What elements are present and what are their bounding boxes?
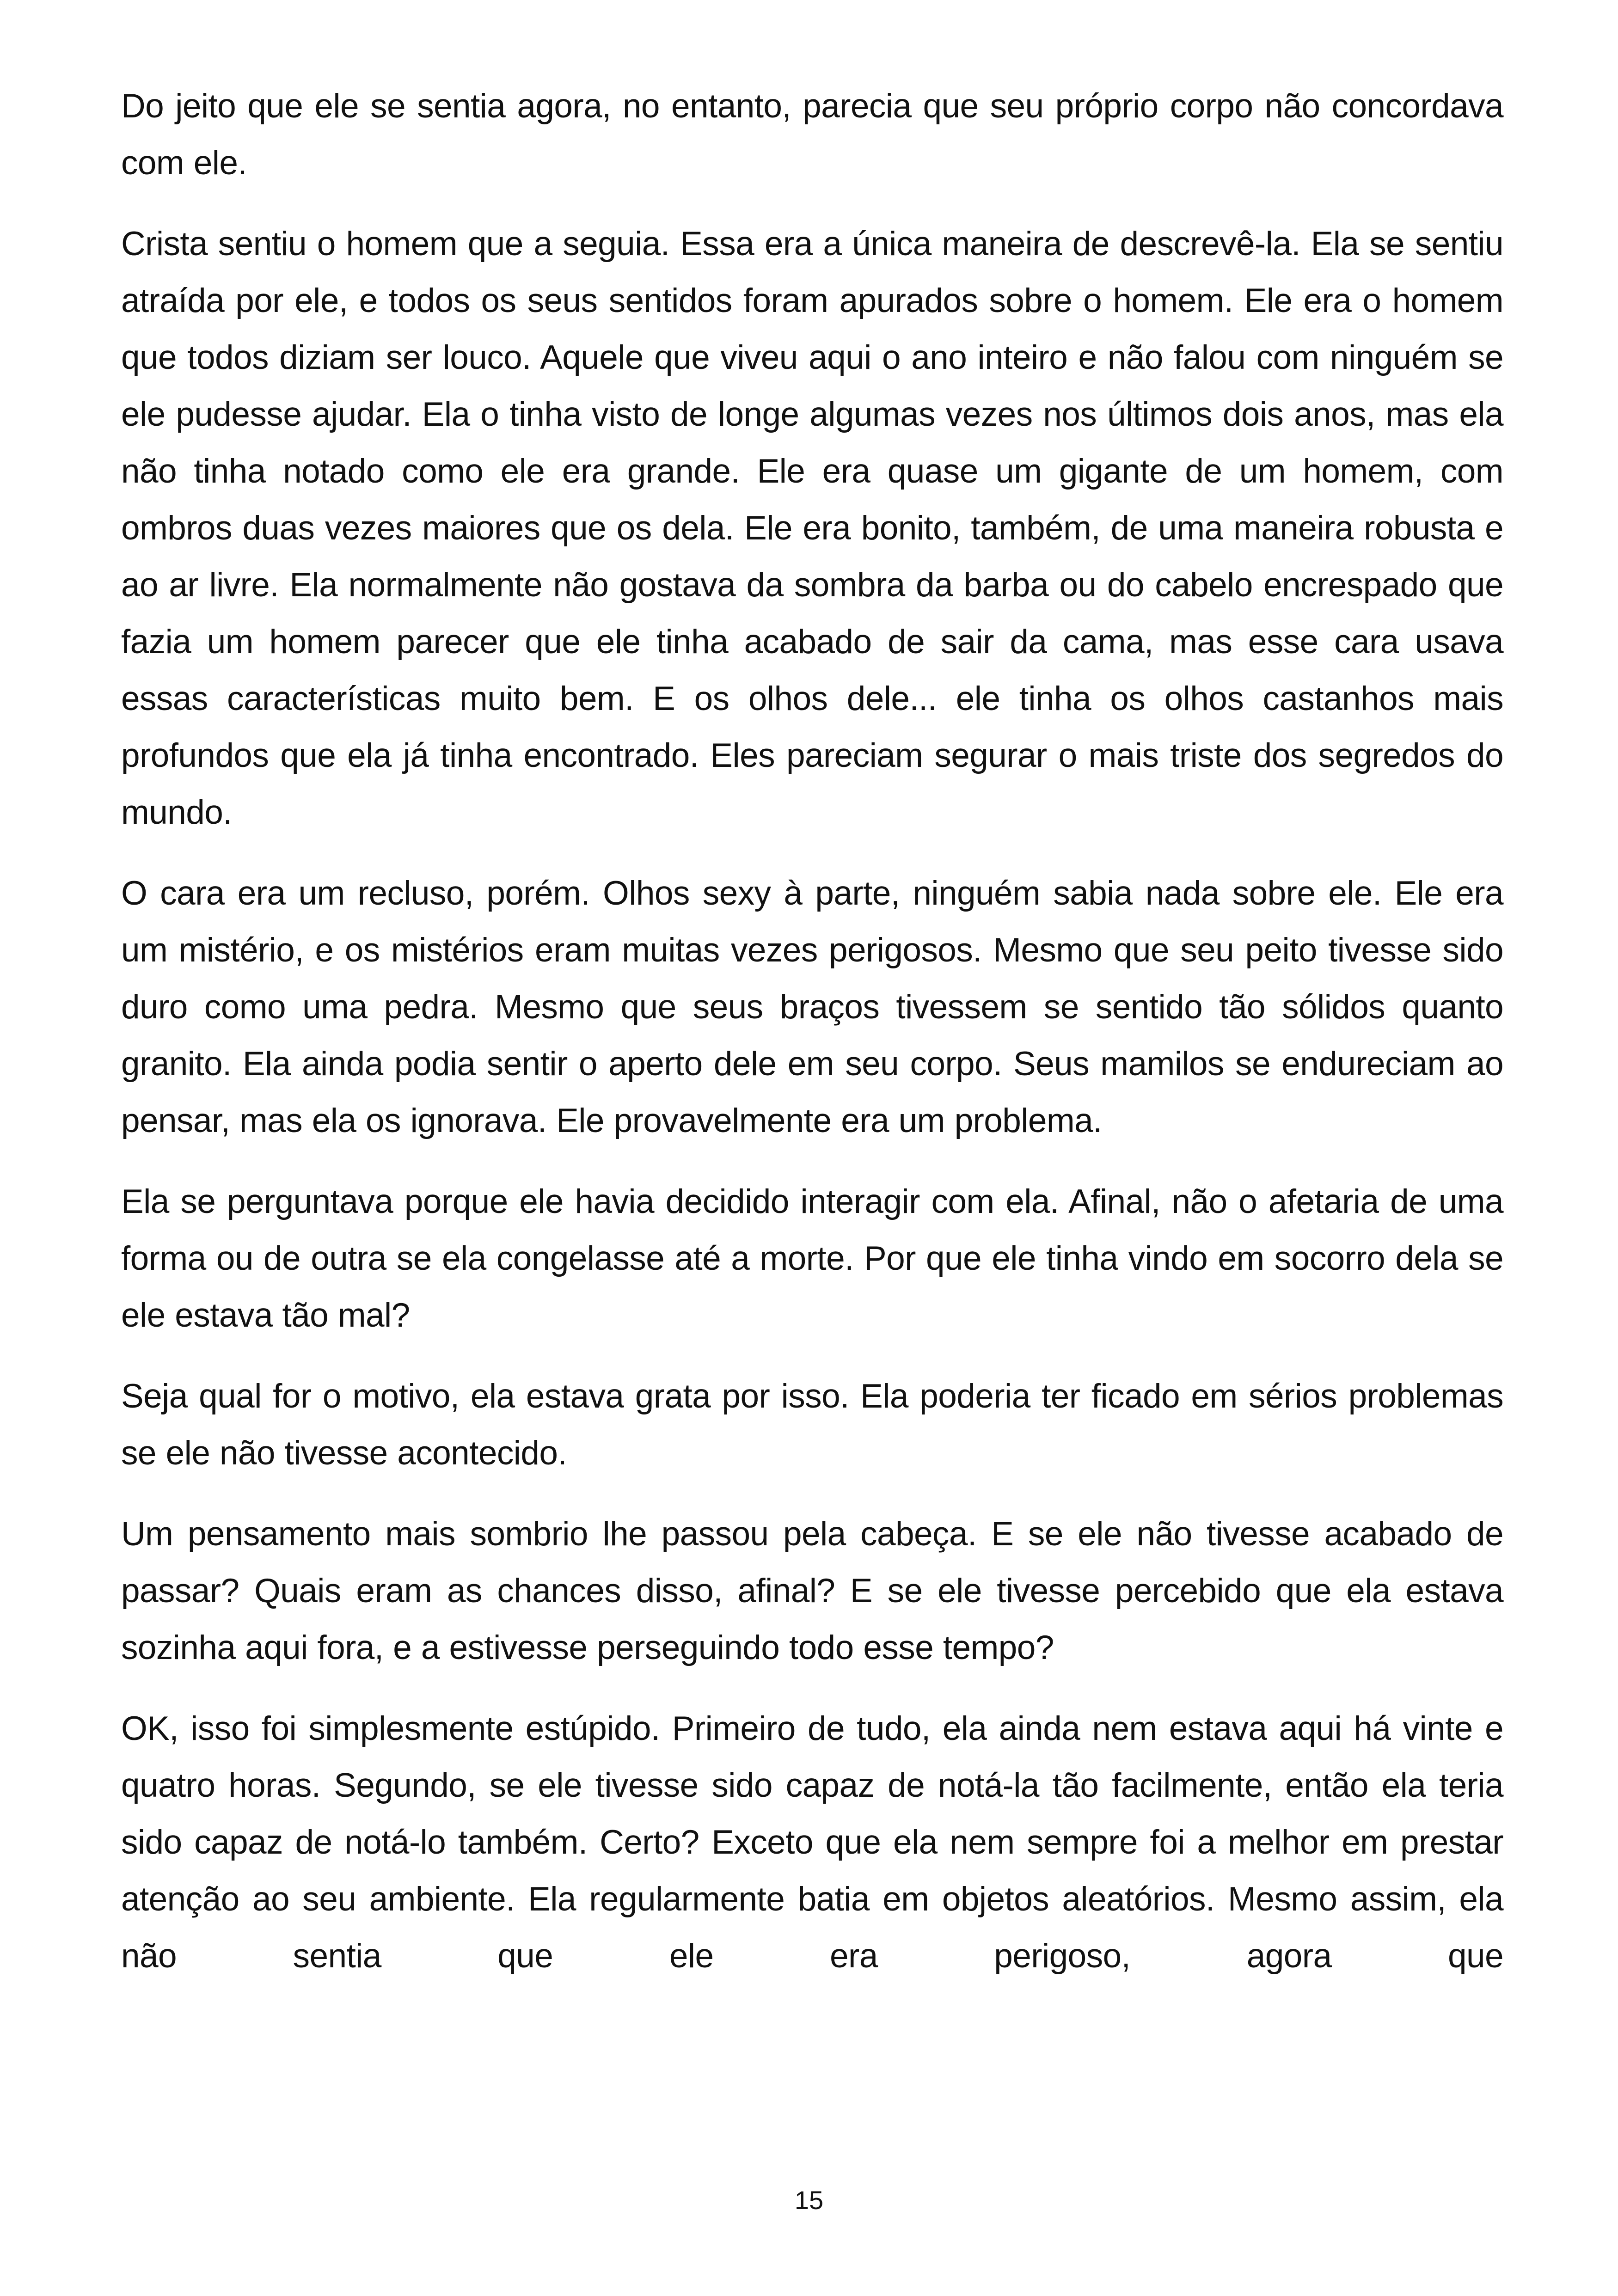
paragraph-5: Seja qual for o motivo, ela estava grata por isso. Ela poderia ter ficado em sérios problemas se ele não tivesse acontecido.: [121, 1378, 1503, 1472]
paragraph-6: Um pensamento mais sombrio lhe passou pela cabeça. E se ele não tivesse acabado de passar? Quais eram as chances disso, afinal? E se ele tivesse percebido que ela estava sozinha aqui fora, e a estivesse perseguindo todo esse tempo?: [121, 1515, 1503, 1666]
body-text: [121, 78, 1503, 2008]
paragraph-4: Ela se perguntava porque ele havia decidido interagir com ela. Afinal, não o afetaria de uma forma ou de outra se ela congelasse até a morte. Por que ele tinha vindo em socorro dela se ele estava tão mal?: [121, 1183, 1503, 1334]
paragraph-1: Do jeito que ele se sentia agora, no entanto, parecia que seu próprio corpo não concordava com ele.: [121, 87, 1503, 182]
paragraph-2: Crista sentiu o homem que a seguia. Essa era a única maneira de descrevê-la. Ela se sentiu atraída por ele, e todos os seus sentidos foram apurados sobre o homem. Ele era o homem que todos diziam ser louco. Aquele que viveu aqui o ano inteiro e não falou com ninguém se ele pudesse ajudar. Ela o tinha visto de longe algumas vezes nos últimos dois anos, mas ela não tinha notado como ele era grande. Ele era quase um gigante de um homem, com ombros duas vezes maiores que os dela. Ele era bonito, também, de uma maneira robusta e ao ar livre. Ela normalmente não gostava da sombra da barba ou do cabelo encrespado que fazia um homem parecer que ele tinha acabado de sair da cama, mas esse cara usava essas características muito bem. E os olhos dele... ele tinha os olhos castanhos mais profundos que ela já tinha encontrado. Eles pareciam segurar o mais triste dos segredos do mundo.: [121, 225, 1503, 831]
paragraph-7: OK, isso foi simplesmente estúpido. Primeiro de tudo, ela ainda nem estava aqui há vinte e quatro horas. Segundo, se ele tivesse sido capaz de notá-la tão facilmente, então ela teria sido capaz de notá-lo também. Certo? Exceto que ela nem sempre foi a melhor em prestar atenção ao seu ambiente. Ela regularmente batia em objetos aleatórios. Mesmo assim, ela não sentia que ele era perigoso, agora que: [121, 1710, 1503, 1975]
page-number: 15: [794, 2186, 824, 2215]
paragraph-3: O cara era um recluso, porém. Olhos sexy à parte, ninguém sabia nada sobre ele. Ele era um mistério, e os mistérios eram muitas vezes perigosos. Mesmo que seu peito tivesse sido duro como uma pedra. Mesmo que seus braços tivessem se sentido tão sólidos quanto granito. Ela ainda podia sentir o aperto dele em seu corpo. Seus mamilos se endureciam ao pensar, mas ela os ignorava. Ele provavelmente era um problema.: [121, 875, 1503, 1139]
